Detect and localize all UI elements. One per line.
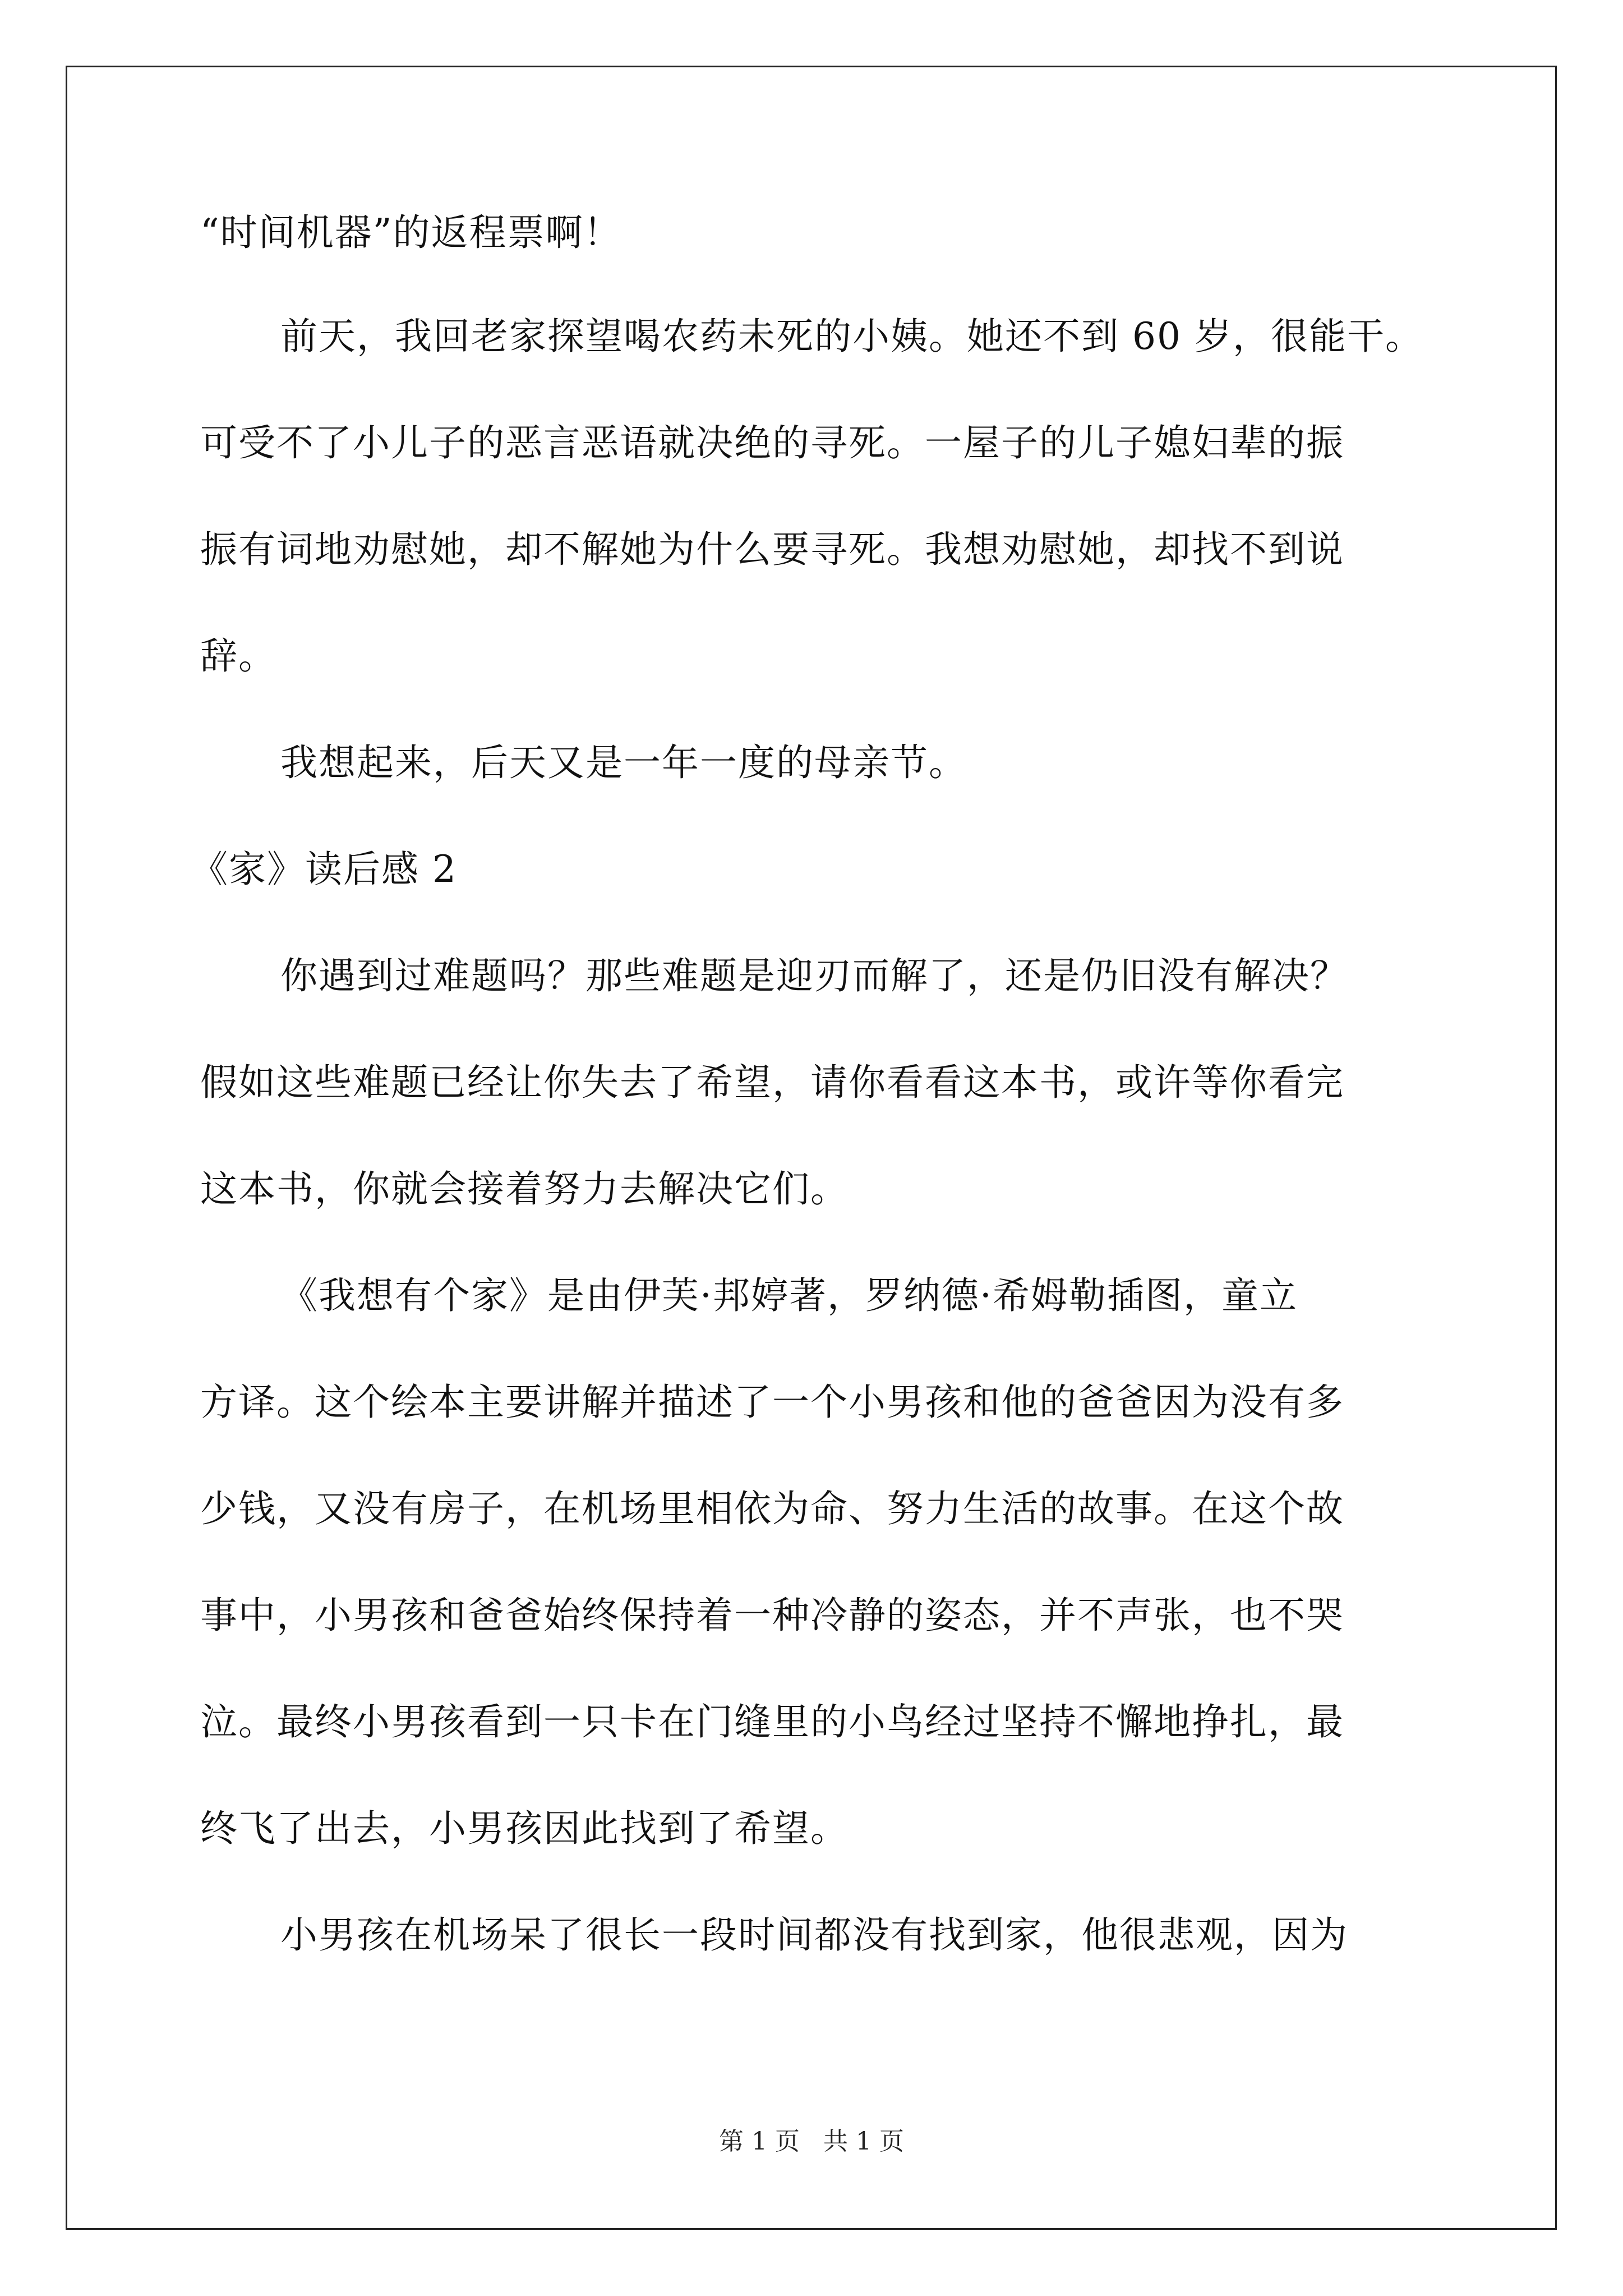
paragraph-line: 可受不了小儿子的恶言恶语就决绝的寻死。一屋子的儿子媳妇辈的振: [200, 421, 1344, 464]
paragraph-line: 振有词地劝慰她，却不解她为什么要寻死。我想劝慰她，却找不到说: [200, 528, 1344, 571]
paragraph-line: 《我想有个家》是由伊芙·邦婷著，罗纳德·希姆勒插图，童立: [280, 1274, 1298, 1317]
section-title: 《家》读后感 2: [191, 848, 457, 891]
paragraph-line: 泣。最终小男孩看到一只卡在门缝里的小鸟经过坚持不懈地挣扎，最: [200, 1700, 1344, 1743]
paragraph-line: 事中，小男孩和爸爸始终保持着一种冷静的姿态，并不声张，也不哭: [200, 1594, 1344, 1637]
page-border: [66, 66, 1557, 2230]
paragraph-line: 我想起来，后天又是一年一度的母亲节。: [280, 741, 967, 784]
paragraph-line: 前天，我回老家探望喝农药未死的小姨。她还不到 60 岁，很能干。: [280, 315, 1423, 358]
paragraph-line: “时间机器”的返程票啊！: [200, 211, 622, 254]
paragraph-line: 小男孩在机场呆了很长一段时间都没有找到家，他很悲观，因为: [280, 1913, 1348, 1957]
page-number-footer: 第 1 页 共 1 页: [719, 2127, 904, 2156]
paragraph-line: 方译。这个绘本主要讲解并描述了一个小男孩和他的爸爸因为没有多: [200, 1381, 1344, 1424]
paragraph-line: 少钱，又没有房子，在机场里相依为命、努力生活的故事。在这个故: [200, 1487, 1344, 1530]
paragraph-line: 终飞了出去，小男孩因此找到了希望。: [200, 1807, 849, 1850]
paragraph-line: 这本书，你就会接着努力去解决它们。: [200, 1167, 849, 1211]
paragraph-line: 辞。: [200, 634, 276, 678]
paragraph-line: 你遇到过难题吗？那些难题是迎刃而解了，还是仍旧没有解决？: [280, 954, 1348, 997]
paragraph-line: 假如这些难题已经让你失去了希望，请你看看这本书，或许等你看完: [200, 1061, 1344, 1104]
